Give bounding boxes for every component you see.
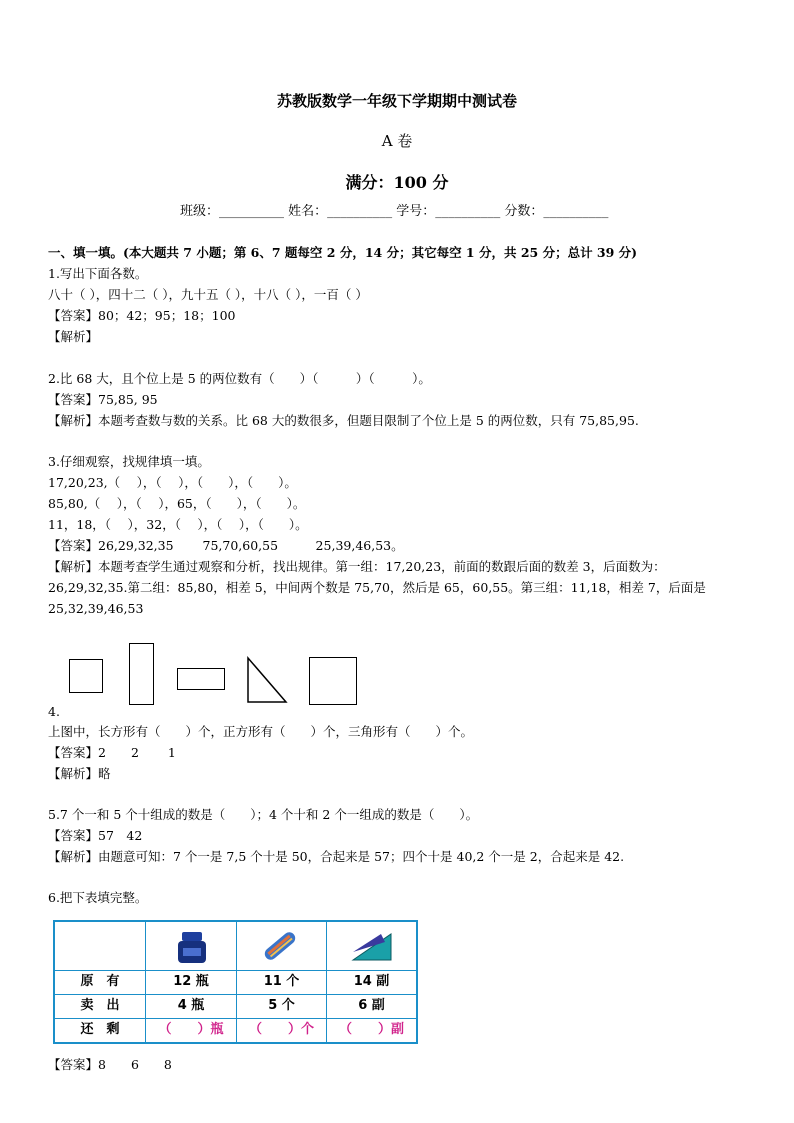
q5-analysis: 【解析】由题意可知：7 个一是 7,5 个十是 50，合起来是 57；四个十是 40,2 个一是 2，合起来是 42. — [48, 849, 625, 864]
row-label-original: 原 有 — [80, 974, 120, 989]
full-score: 满分：100 分 — [345, 173, 449, 192]
cell-case-remaining: （ ）个 — [248, 1022, 314, 1037]
square-shape-small — [69, 659, 103, 693]
q2-stem: 2.比 68 大，且个位上是 5 的两位数有（ ）（ ）（ ）。 — [48, 371, 431, 386]
cell-case-original: 11 个 — [263, 974, 300, 989]
q1-stem: 1.写出下面各数。 — [48, 266, 148, 281]
row-label-remaining: 还 剩 — [80, 1022, 120, 1037]
ink-bottle-icon — [173, 928, 211, 966]
right-triangle-shape — [246, 656, 288, 704]
q6-stem: 6.把下表填完整。 — [48, 890, 148, 905]
cell-ink-original: 12 瓶 — [173, 974, 209, 989]
section-heading: 一、填一填。(本大题共 7 小题；第 6、7 题每空 2 分，14 分；其它每空 1 分，共 25 分；总计 39 分) — [48, 245, 638, 260]
q3-analysis-line2: 26,29,32,35.第二组：85,80，相差 5，中间两个数是 75,70，然后是 65，60,55。第三组：11,18，相差 7，后面是 — [48, 580, 706, 595]
q2-answer: 【答案】75,85, 95 — [48, 392, 158, 407]
q3-analysis-line1: 【解析】本题考查学生通过观察和分析，找出规律。第一组：17,20,23，前面的数跟后面的数差 3，后面数为： — [48, 559, 666, 574]
q4-answer: 【答案】2 2 1 — [48, 745, 176, 760]
cell-case-sold: 5 个 — [268, 998, 295, 1013]
volume-label: A 卷 — [381, 132, 413, 150]
q5-stem: 5.7 个一和 5 个十组成的数是（ ）；4 个十和 2 个一组成的数是（ ）。 — [48, 807, 479, 822]
cell-ruler-remaining: （ ）副 — [338, 1022, 404, 1037]
cell-ruler-original: 14 副 — [353, 974, 390, 989]
q5-answer: 【答案】57 42 — [48, 828, 143, 843]
page-title: 苏教版数学一年级下学期期中测试卷 — [276, 92, 517, 110]
q1-answer: 【答案】80；42；95；18；100 — [48, 308, 236, 323]
tall-rectangle-shape — [129, 643, 154, 705]
student-info-line: 班级：__________ 姓名：__________ 学号：__________ 分数：__________ — [180, 204, 609, 219]
triangle-ruler-icon — [351, 930, 395, 964]
cell-ink-remaining: （ ）瓶 — [158, 1022, 224, 1037]
q3-stem: 3.仔细观察，找规律填一填。 — [48, 454, 210, 469]
q4-number: 4. — [48, 704, 60, 719]
q3-row3: 11，18，（ ），32，（ ），（ ），（ ）。 — [48, 517, 308, 532]
q3-analysis-line3: 25,32,39,46,53 — [48, 601, 144, 616]
square-shape-large — [309, 657, 357, 705]
q4-analysis: 【解析】略 — [48, 766, 111, 781]
row-label-sold: 卖 出 — [80, 998, 120, 1013]
wide-rectangle-shape — [177, 668, 225, 690]
q1-line: 八十（ ），四十二（ ），九十五（ ），十八（ ），一百（ ） — [48, 287, 368, 302]
q4-stem: 上图中，长方形有（ ）个，正方形有（ ）个，三角形有（ ）个。 — [48, 724, 474, 739]
sales-table — [53, 920, 418, 1044]
q2-analysis: 【解析】本题考查数与数的关系。比 68 大的数很多，但题目限制了个位上是 5 的两位数，只有 75,85,95. — [48, 413, 639, 428]
cell-ink-sold: 4 瓶 — [177, 998, 205, 1013]
q3-answer: 【答案】26,29,32,35 75,70,60,55 25,39,46,53。 — [48, 538, 404, 553]
cell-ruler-sold: 6 副 — [358, 998, 385, 1013]
q6-answer: 【答案】8 6 8 — [48, 1057, 172, 1072]
q3-row1: 17,20,23,（ ），（ ），（ ），（ ）。 — [48, 475, 297, 490]
q3-row2: 85,80,（ ），（ ），65，（ ），（ ）。 — [48, 496, 306, 511]
q1-analysis: 【解析】 — [48, 329, 99, 344]
pencil-case-icon — [260, 927, 300, 965]
